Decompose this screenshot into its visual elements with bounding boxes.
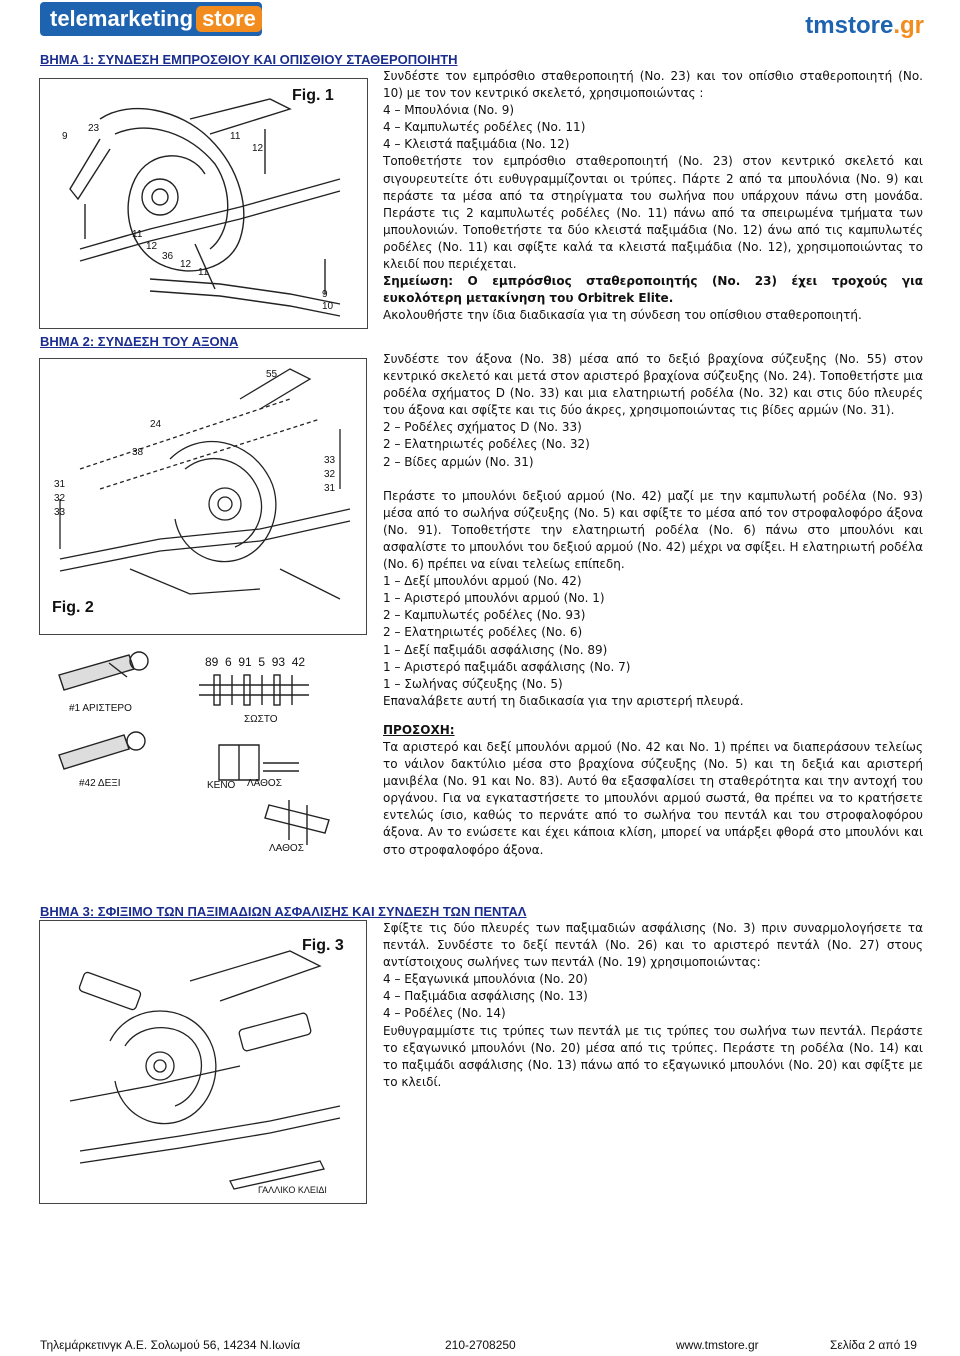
figure-2 [39, 358, 367, 635]
step2-list-item: 1 – Αριστερό παξιμάδι ασφάλισης (Νο. 7) [383, 659, 631, 674]
fig2-num: 38 [132, 447, 144, 458]
fig2-num: 55 [266, 369, 278, 380]
label-left-bolt: #1 ΑΡΙΣΤΕΡΟ [69, 703, 132, 714]
step2-list-item: 2 – Καμπυλωτές ροδέλες (Νο. 93) [383, 608, 586, 623]
fig3-label: Fig. 3 [302, 937, 344, 954]
site-logo [805, 12, 924, 40]
step3-list-item: 4 – Εξαγωνικά μπουλόνια (Νο. 20) [383, 972, 588, 987]
step2-heading: ΒΗΜΑ 2: ΣΥΝΔΕΣΗ ΤΟΥ ΑΞΟΝΑ [40, 334, 239, 349]
step3-list-item: 4 – Παξιμάδια ασφάλισης (Νο. 13) [383, 989, 588, 1004]
fig1-num: 23 [88, 123, 100, 134]
detail-part-numbers: 89 6 91 5 93 42 [205, 655, 306, 669]
step2-para: Συνδέστε τον άξονα (Νο. 38) μέσα από το δεξιό βραχίονα σύζευξης (Νο. 55) στον κεντρικό σκελετό και μετά στον αριστερό βραχίονα σύζευξης (Νο. 24). Τοποθετήστε μια ροδέλα σχήματος D (Νο. 33) και μια ελατηριωτή ροδέλα (Νο. 32) και στις δύο πλευρές του άξονα και σφίξτε και τις δύο άκρες, χρησιμοποιώντας τις βίδες αρμών (Νο. 31). [383, 352, 923, 418]
fig1-num: 11 [132, 229, 143, 240]
label-wrong: ΛΑΘΟΣ [247, 778, 282, 789]
step2-list-item: 2 – Ελατηριωτές ροδέλες (Νο. 6) [383, 625, 583, 640]
step2-list-item: 2 – Ροδέλες σχήματος D (Νο. 33) [383, 420, 582, 435]
fig1-label: Fig. 1 [292, 87, 334, 104]
step1-line: 4 – Καμπυλωτές ροδέλες (Νο. 11) [383, 120, 586, 135]
label-wrong: ΛΑΘΟΣ [269, 843, 304, 854]
step3-para: Σφίξτε τις δύο πλευρές των παξιμαδιών ασφάλισης (Νο. 3) πριν συναρμολογήσετε τα πεντάλ. Συνδέστε το δεξί πεντάλ (Νο. 26) και το αριστερό πεντάλ (Νο. 27) στους αντίστοιχους σωλήνες των πεντάλ (Νο. 19) χρησιμοποιώντας: [383, 921, 923, 970]
fig2-num: 32 [54, 493, 66, 504]
spacer [383, 471, 923, 488]
step1-line: 4 – Μπουλόνια (Νο. 9) [383, 103, 515, 118]
site-ext: .gr [893, 12, 924, 39]
wrench-label: ΓΑΛΛΙΚΟ ΚΛΕΙΔΙ [258, 1185, 327, 1195]
spacer [383, 710, 923, 722]
fig2-num: 24 [150, 419, 162, 430]
step2-list-item: 1 – Δεξί παξιμάδι ασφάλισης (Νο. 89) [383, 642, 608, 657]
site-name: tmstore [805, 12, 894, 39]
label-gap: ΚΕΝΟ [207, 780, 236, 791]
step2-list-item: 1 – Δεξί μπουλόνι αρμού (Νο. 42) [383, 574, 582, 589]
fig2-label: Fig. 2 [52, 599, 94, 616]
figure-1 [39, 78, 368, 329]
fig2-num: 31 [54, 479, 66, 490]
step2-para: Περάστε το μπουλόνι δεξιού αρμού (Νο. 42) μαζί με την καμπυλωτή ροδέλα (Νο. 93) μέσα από το σωλήνα σύζευξης (Νο. 5) και σφίξτε το μέσα από τον στροφαλοφόρο άξονα (Νο. 91). Τοποθετήστε την ελατηριωτή ροδέλα (Νο. 6) πάνω στο μπουλόνι και ασφαλίστε το μπουλόνι του δεξιού αρμού (Νο. 42) μέχρι να σφίξει. Η ελατηριωτή ροδέλα (Νο. 6) πρέπει να είναι τελείως επίπεδη. [383, 488, 923, 572]
fig1-num: 9 [62, 131, 68, 142]
step1-line: Συνδέστε τον εμπρόσθιο σταθεροποιητή (Νο. 23) και τον οπίσθιο σταθεροποιητή (Νο. 10) με τον τον κεντρικό σκελετό, χρησιμοποιώντας : [383, 69, 923, 101]
fig1-num: 11 [198, 267, 209, 278]
fig1-num: 12 [180, 259, 192, 270]
label-correct: ΣΩΣΤΟ [244, 714, 278, 725]
step2-text [383, 351, 923, 859]
fig1-num: 10 [322, 301, 334, 312]
detail-figures [39, 645, 369, 870]
label-right-bolt: #42 ΔΕΞΙ [79, 778, 121, 789]
step1-text [383, 68, 923, 324]
fig2-num: 33 [324, 455, 336, 466]
fig1-num: 12 [146, 241, 158, 252]
fig1-num: 12 [252, 143, 264, 154]
footer-page: Σελίδα 2 από 19 [830, 1338, 917, 1352]
telemarketing-store-logo [40, 2, 262, 36]
figure-3 [39, 920, 367, 1204]
step3-text [383, 920, 923, 1091]
fig1-num: 11 [230, 131, 241, 142]
step2-list-item: 2 – Βίδες αρμών (Νο. 31) [383, 454, 534, 469]
step3-para: Ευθυγραμμίστε τις τρύπες των πεντάλ με τις τρύπες του σωλήνα των πεντάλ. Περάστε το εξαγωνικό μπουλόνι (Νο. 20) μέσα από τις τρύπες. Περάστε τη ροδέλα (Νο. 14) και το παξιμάδι ασφάλισης (Νο. 13) πάνω από το εξαγωνικό μπουλόνι (Νο. 20) και σφίξτε με το κλειδί. [383, 1023, 923, 1089]
step3-heading: ΒΗΜΑ 3: ΣΦΙΞΙΜΟ ΤΩΝ ΠΑΞΙΜΑΔΙΩΝ ΑΣΦΑΛΙΣΗΣ ΚΑΙ ΣΥΝΔΕΣΗ ΤΩΝ ΠΕΝΤΑΛ [40, 904, 527, 919]
logo-main: telemarketing [50, 6, 194, 31]
footer-site[interactable]: www.tmstore.gr [676, 1338, 759, 1352]
footer-phone: 210-2708250 [445, 1338, 516, 1352]
step2-list-item: 1 – Αριστερό μπουλόνι αρμού (Νο. 1) [383, 591, 605, 606]
step1-line: 4 – Κλειστά παξιμάδια (Νο. 12) [383, 137, 570, 152]
step2-list-item: 2 – Ελατηριωτές ροδέλες (Νο. 32) [383, 437, 590, 452]
logo-store: store [196, 6, 262, 32]
fig2-num: 32 [324, 469, 336, 480]
fig2-num: 31 [324, 483, 336, 494]
step1-note: Σημείωση: Ο εμπρόσθιος σταθεροποιητής (Νο. 23) έχει τροχούς για ευκολότερη μετακίνηση του Orbitrek Elite. [383, 274, 923, 306]
step3-list-item: 4 – Ροδέλες (Νο. 14) [383, 1006, 506, 1021]
fig2-num: 33 [54, 507, 66, 518]
step1-after-note: Ακολουθήστε την ίδια διαδικασία για τη σύνδεση του οπίσθιου σταθεροποιητή. [383, 308, 862, 323]
caution-text: Τα αριστερό και δεξί μπουλόνι αρμού (Νο. 42 και Νο. 1) πρέπει να διαπεράσουν τελείως το νάιλον δακτύλιο μέσα στο βραχίονα σύζευξης (Νο. 5) και τη δεξιά και αριστερή μανιβέλα (Νο. 91 και Νο. 83). Αυτό θα εξασφαλίσει τη σταθερότητα και την αντοχή του οργάνου. Για να εγκαταστήσετε το μπουλόνι αρμού σωστά, θα πρέπει να το κρατήσετε εντελώς ίσιο, καθώς το περνάτε από το σωλήνα του πεντάλ και του στροφαλοφόρου άξονα. Αν το ενώσετε και έχει κάποια κλίση, μπορεί να υπάρξει φθορά στο μπουλόνι και στο στροφαλοφόρο άξονα. [383, 739, 923, 857]
caution-title: ΠΡΟΣΟΧΗ: [383, 722, 455, 737]
step2-list-item: 1 – Σωλήνας σύζευξης (Νο. 5) [383, 676, 563, 691]
fig1-num: 9 [322, 289, 328, 300]
step1-line: Τοποθετήστε τον εμπρόσθιο σταθεροποιητή (Νο. 23) στον κεντρικό σκελετό και σιγουρευτείτε ότι ευθυγραμμίζονται οι τρύπες. Πάρτε 2 από τα μπουλόνια (Νο. 9) και περάστε τα μέσα από τα στηρίγματα του σωλήνα που υπάρχουν πάνω στη μονάδα. Περάστε τις 2 καμπυλωτές ροδέλες (Νο. 11) πάνω από τα σπειρωμένα τμήματα των μπουλονιών. Τοποθετήστε τα δύο κλειστά παξιμάδια (Νο. 12) άνω από τις καμπυλωτές ροδέλες (Νο. 11) και σφίξτε καλά τα κλειστά παξιμάδια (Νο. 12), χρησιμοποιώντας το κλειδί που περιέχεται. [383, 154, 923, 272]
fig1-num: 36 [162, 251, 174, 262]
step1-heading: ΒΗΜΑ 1: ΣΥΝΔΕΣΗ ΕΜΠΡΟΣΘΙΟΥ ΚΑΙ ΟΠΙΣΘΙΟΥ ΣΤΑΘΕΡΟΠΟΙΗΤΗ [40, 52, 458, 67]
step2-repeat: Επαναλάβετε αυτή τη διαδικασία για την αριστερή πλευρά. [383, 693, 744, 708]
footer-company: Τηλεμάρκετινγκ Α.Ε. Σολωμού 56, 14234 Ν.Ιωνία [40, 1338, 301, 1352]
